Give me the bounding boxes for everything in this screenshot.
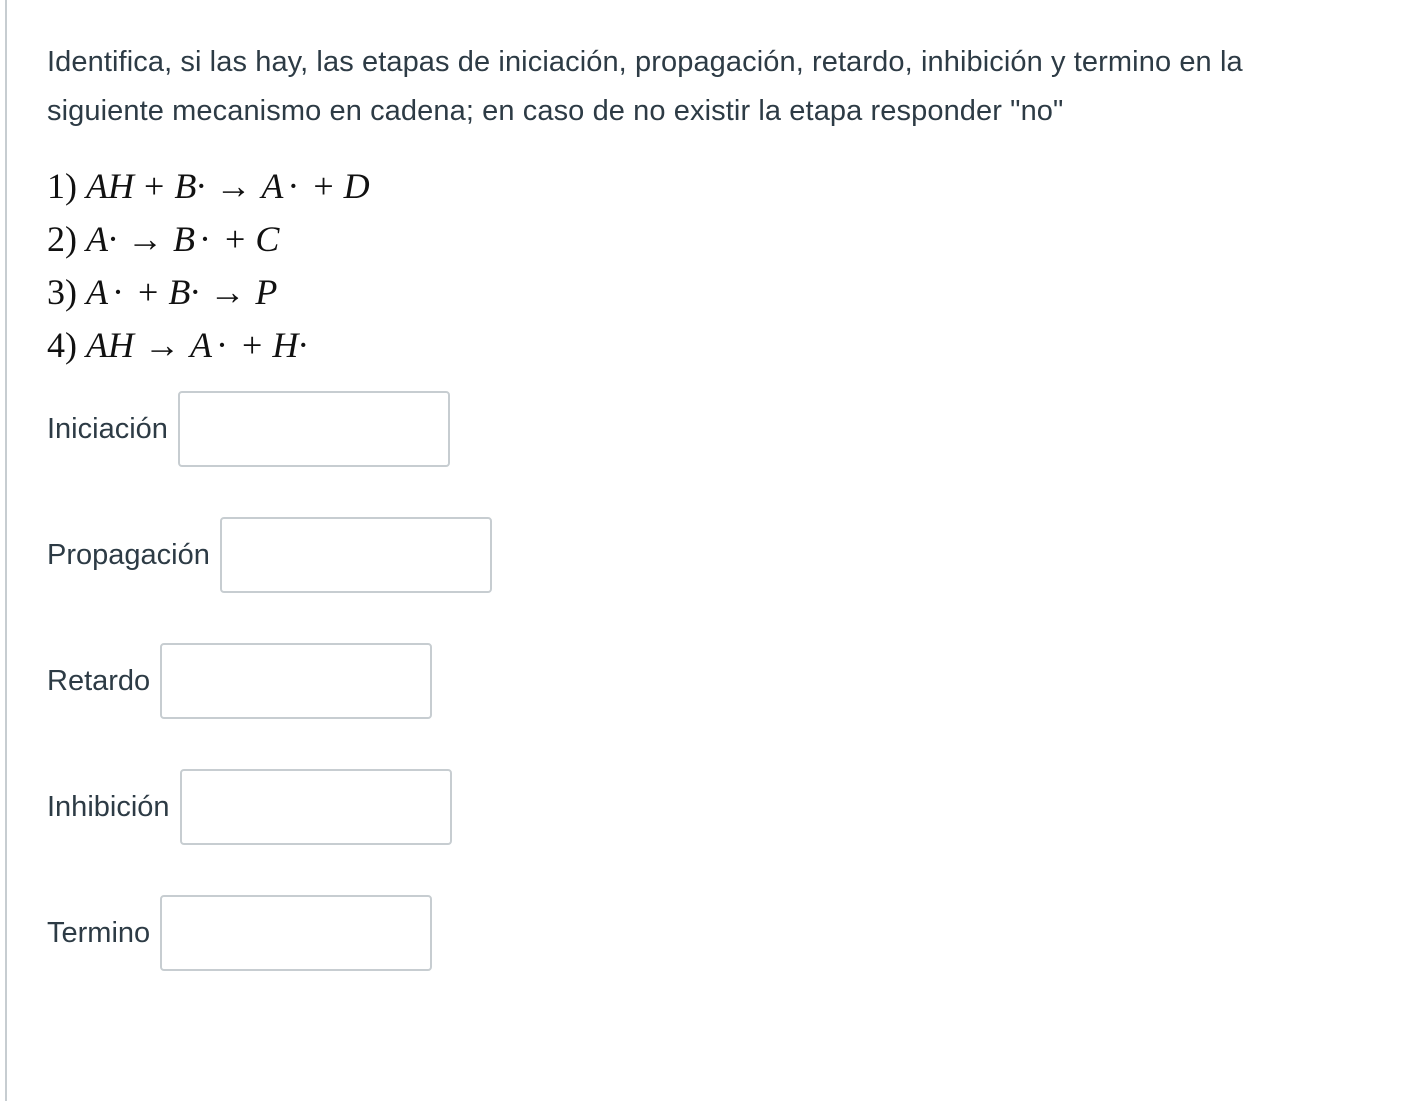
reaction-species: C xyxy=(255,219,280,259)
reaction-operator: → xyxy=(144,325,180,365)
propagacion-input[interactable] xyxy=(220,517,492,593)
reaction-species: A· xyxy=(86,219,117,259)
reaction-operator: · xyxy=(287,166,300,206)
iniciacion-input[interactable] xyxy=(178,391,450,467)
reaction-species: A xyxy=(190,325,212,365)
reaction-4 xyxy=(47,319,1367,372)
reaction-species: AH xyxy=(86,166,134,206)
answer-label-inhibicion: Inhibición xyxy=(47,790,170,823)
question-prompt: Identifica, si las hay, las etapas de iniciación, propagación, retardo, inhibición y termino en la siguiente mecanismo en cadena; en caso de no existir la etapa responder "no" xyxy=(47,46,1243,127)
question-body xyxy=(47,38,1367,372)
reaction-operator: + xyxy=(225,219,246,259)
reaction-number: 2) xyxy=(47,219,86,259)
reaction-2 xyxy=(47,213,1367,266)
reaction-list xyxy=(47,160,1367,372)
reaction-species: B· xyxy=(174,166,206,206)
reaction-species: D xyxy=(343,166,370,206)
answer-row-termino xyxy=(47,893,432,973)
reaction-species: B· xyxy=(168,272,200,312)
answer-row-iniciacion xyxy=(47,389,450,469)
reaction-1 xyxy=(47,160,1367,213)
reaction-species: B xyxy=(173,219,195,259)
reaction-operator: · xyxy=(112,272,124,312)
reaction-species: A xyxy=(86,272,108,312)
answer-row-propagacion xyxy=(47,515,492,595)
reaction-number: 1) xyxy=(47,166,86,206)
reaction-3 xyxy=(47,266,1367,319)
reaction-operator: + xyxy=(242,325,263,365)
reaction-operator: + xyxy=(144,166,165,206)
reaction-operator: + xyxy=(313,166,334,206)
answer-label-propagacion: Propagación xyxy=(47,538,210,571)
reaction-species: A xyxy=(261,166,284,206)
reaction-species: P xyxy=(255,272,278,312)
reaction-operator: · xyxy=(199,219,211,259)
reaction-operator: → xyxy=(209,272,246,312)
left-border xyxy=(5,0,7,1101)
reaction-operator: · xyxy=(216,325,228,365)
answer-label-iniciacion: Iniciación xyxy=(47,412,168,445)
answer-label-retardo: Retardo xyxy=(47,664,151,697)
reaction-number: 4) xyxy=(47,325,86,365)
reaction-number: 3) xyxy=(47,272,86,312)
answer-label-termino: Termino xyxy=(47,916,151,949)
answer-row-inhibicion xyxy=(47,767,452,847)
termino-input[interactable] xyxy=(160,895,432,971)
reaction-operator: → xyxy=(127,219,163,259)
inhibicion-input[interactable] xyxy=(180,769,452,845)
reaction-species: H· xyxy=(272,325,308,365)
reaction-operator: → xyxy=(215,166,252,206)
reaction-operator: + xyxy=(138,272,159,312)
reaction-species: AH xyxy=(86,325,134,365)
answer-row-retardo xyxy=(47,641,432,721)
retardo-input[interactable] xyxy=(160,643,432,719)
